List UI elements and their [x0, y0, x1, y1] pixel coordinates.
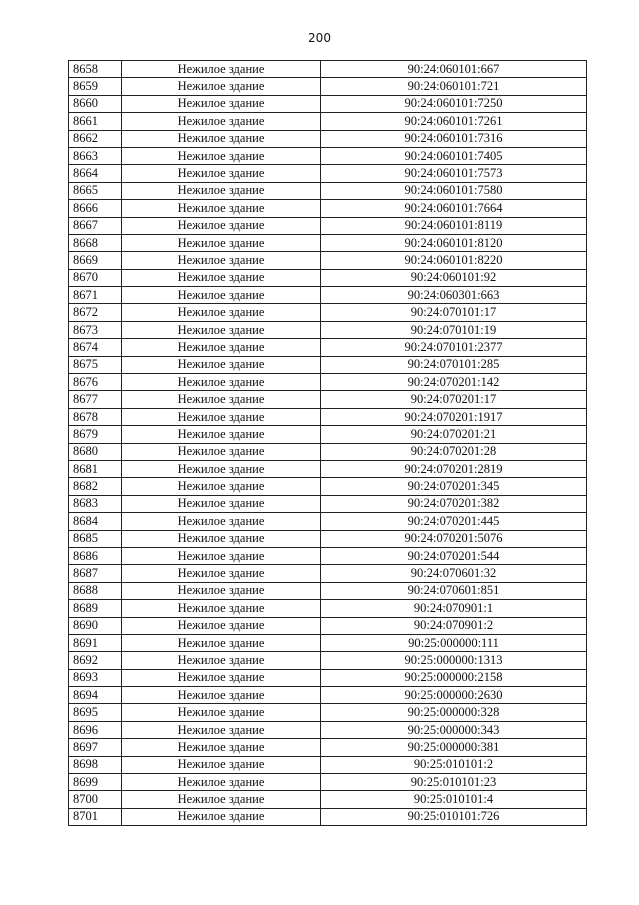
- cadastral-number: 90:24:070201:17: [321, 391, 587, 408]
- cadastral-number: 90:24:060101:8220: [321, 252, 587, 269]
- row-number: 8663: [69, 147, 122, 164]
- table-row: [69, 443, 587, 460]
- table-row: [69, 582, 587, 599]
- row-number: 8659: [69, 78, 122, 95]
- cadastral-number: 90:24:060101:7664: [321, 200, 587, 217]
- cadastral-number: 90:24:070901:1: [321, 600, 587, 617]
- cadastral-number: 90:24:060101:8119: [321, 217, 587, 234]
- row-number: 8692: [69, 652, 122, 669]
- table-row: [69, 704, 587, 721]
- row-number: 8689: [69, 600, 122, 617]
- table-row: [69, 182, 587, 199]
- table-row: [69, 617, 587, 634]
- table-row: [69, 391, 587, 408]
- object-type: Нежилое здание: [122, 774, 321, 791]
- row-number: 8670: [69, 269, 122, 286]
- table-row: [69, 426, 587, 443]
- page-number: 200: [308, 31, 331, 45]
- table-row: [69, 756, 587, 773]
- cadastral-number: 90:24:070201:5076: [321, 530, 587, 547]
- object-type: Нежилое здание: [122, 704, 321, 721]
- object-type: Нежилое здание: [122, 217, 321, 234]
- table-row: [69, 600, 587, 617]
- row-number: 8667: [69, 217, 122, 234]
- row-number: 8678: [69, 408, 122, 425]
- object-type: Нежилое здание: [122, 600, 321, 617]
- row-number: 8701: [69, 808, 122, 825]
- cadastral-number: 90:24:060101:7250: [321, 95, 587, 112]
- table-row: [69, 113, 587, 130]
- object-type: Нежилое здание: [122, 443, 321, 460]
- object-type: Нежилое здание: [122, 287, 321, 304]
- cadastral-number: 90:24:070101:285: [321, 356, 587, 373]
- object-type: Нежилое здание: [122, 252, 321, 269]
- row-number: 8677: [69, 391, 122, 408]
- row-number: 8673: [69, 321, 122, 338]
- cadastral-number: 90:24:070201:445: [321, 513, 587, 530]
- row-number: 8666: [69, 200, 122, 217]
- object-type: Нежилое здание: [122, 269, 321, 286]
- cadastral-number: 90:25:000000:2158: [321, 669, 587, 686]
- cadastral-number: 90:24:070201:1917: [321, 408, 587, 425]
- object-type: Нежилое здание: [122, 478, 321, 495]
- table-row: [69, 513, 587, 530]
- object-type: Нежилое здание: [122, 113, 321, 130]
- row-number: 8680: [69, 443, 122, 460]
- row-number: 8669: [69, 252, 122, 269]
- table-row: [69, 287, 587, 304]
- cadastral-number: 90:25:000000:343: [321, 721, 587, 738]
- table-row: [69, 321, 587, 338]
- table-row: [69, 217, 587, 234]
- row-number: 8694: [69, 687, 122, 704]
- row-number: 8658: [69, 61, 122, 78]
- table-row: [69, 808, 587, 825]
- row-number: 8691: [69, 634, 122, 651]
- row-number: 8674: [69, 339, 122, 356]
- cadastral-number: 90:24:070901:2: [321, 617, 587, 634]
- table-row: [69, 774, 587, 791]
- cadastral-number: 90:24:070201:345: [321, 478, 587, 495]
- table-row: [69, 200, 587, 217]
- object-type: Нежилое здание: [122, 321, 321, 338]
- registry-table: [68, 60, 587, 826]
- object-type: Нежилое здание: [122, 547, 321, 564]
- object-type: Нежилое здание: [122, 513, 321, 530]
- cadastral-number: 90:24:060101:92: [321, 269, 587, 286]
- row-number: 8690: [69, 617, 122, 634]
- cadastral-number: 90:25:010101:23: [321, 774, 587, 791]
- row-number: 8699: [69, 774, 122, 791]
- object-type: Нежилое здание: [122, 391, 321, 408]
- table-row: [69, 408, 587, 425]
- object-type: Нежилое здание: [122, 356, 321, 373]
- table-row: [69, 339, 587, 356]
- cadastral-number: 90:24:070101:2377: [321, 339, 587, 356]
- row-number: 8700: [69, 791, 122, 808]
- cadastral-number: 90:24:060101:7316: [321, 130, 587, 147]
- object-type: Нежилое здание: [122, 61, 321, 78]
- table-row: [69, 61, 587, 78]
- cadastral-number: 90:25:000000:381: [321, 739, 587, 756]
- cadastral-number: 90:24:070201:382: [321, 495, 587, 512]
- table-row: [69, 165, 587, 182]
- table-row: [69, 530, 587, 547]
- row-number: 8693: [69, 669, 122, 686]
- object-type: Нежилое здание: [122, 530, 321, 547]
- cadastral-number: 90:24:070201:142: [321, 374, 587, 391]
- cadastral-number: 90:25:010101:726: [321, 808, 587, 825]
- table-row: [69, 739, 587, 756]
- object-type: Нежилое здание: [122, 234, 321, 251]
- object-type: Нежилое здание: [122, 721, 321, 738]
- row-number: 8698: [69, 756, 122, 773]
- table-row: [69, 721, 587, 738]
- table-row: [69, 356, 587, 373]
- cadastral-number: 90:24:070101:19: [321, 321, 587, 338]
- cadastral-number: 90:24:070201:2819: [321, 460, 587, 477]
- row-number: 8675: [69, 356, 122, 373]
- table-row: [69, 495, 587, 512]
- object-type: Нежилое здание: [122, 78, 321, 95]
- row-number: 8671: [69, 287, 122, 304]
- object-type: Нежилое здание: [122, 652, 321, 669]
- row-number: 8668: [69, 234, 122, 251]
- table-row: [69, 78, 587, 95]
- row-number: 8696: [69, 721, 122, 738]
- object-type: Нежилое здание: [122, 165, 321, 182]
- cadastral-number: 90:25:000000:328: [321, 704, 587, 721]
- row-number: 8679: [69, 426, 122, 443]
- object-type: Нежилое здание: [122, 304, 321, 321]
- row-number: 8684: [69, 513, 122, 530]
- cadastral-number: 90:24:070601:851: [321, 582, 587, 599]
- table-row: [69, 547, 587, 564]
- row-number: 8676: [69, 374, 122, 391]
- object-type: Нежилое здание: [122, 565, 321, 582]
- cadastral-number: 90:24:070601:32: [321, 565, 587, 582]
- row-number: 8695: [69, 704, 122, 721]
- object-type: Нежилое здание: [122, 669, 321, 686]
- object-type: Нежилое здание: [122, 182, 321, 199]
- table-row: [69, 565, 587, 582]
- table-row: [69, 147, 587, 164]
- cadastral-number: 90:24:060301:663: [321, 287, 587, 304]
- cadastral-number: 90:24:060101:667: [321, 61, 587, 78]
- object-type: Нежилое здание: [122, 200, 321, 217]
- table-row: [69, 687, 587, 704]
- table-row: [69, 478, 587, 495]
- table-row: [69, 269, 587, 286]
- object-type: Нежилое здание: [122, 756, 321, 773]
- row-number: 8687: [69, 565, 122, 582]
- table-row: [69, 95, 587, 112]
- row-number: 8683: [69, 495, 122, 512]
- cadastral-number: 90:24:070201:544: [321, 547, 587, 564]
- object-type: Нежилое здание: [122, 374, 321, 391]
- cadastral-number: 90:24:060101:721: [321, 78, 587, 95]
- object-type: Нежилое здание: [122, 339, 321, 356]
- object-type: Нежилое здание: [122, 739, 321, 756]
- table-row: [69, 252, 587, 269]
- row-number: 8660: [69, 95, 122, 112]
- object-type: Нежилое здание: [122, 791, 321, 808]
- row-number: 8661: [69, 113, 122, 130]
- table-row: [69, 791, 587, 808]
- object-type: Нежилое здание: [122, 95, 321, 112]
- object-type: Нежилое здание: [122, 426, 321, 443]
- object-type: Нежилое здание: [122, 687, 321, 704]
- cadastral-number: 90:24:060101:7580: [321, 182, 587, 199]
- table-row: [69, 652, 587, 669]
- cadastral-number: 90:25:000000:111: [321, 634, 587, 651]
- object-type: Нежилое здание: [122, 408, 321, 425]
- row-number: 8662: [69, 130, 122, 147]
- object-type: Нежилое здание: [122, 808, 321, 825]
- cadastral-number: 90:25:000000:2630: [321, 687, 587, 704]
- cadastral-number: 90:24:060101:7573: [321, 165, 587, 182]
- cadastral-number: 90:24:070201:28: [321, 443, 587, 460]
- row-number: 8686: [69, 547, 122, 564]
- object-type: Нежилое здание: [122, 495, 321, 512]
- row-number: 8665: [69, 182, 122, 199]
- row-number: 8685: [69, 530, 122, 547]
- row-number: 8682: [69, 478, 122, 495]
- row-number: 8672: [69, 304, 122, 321]
- cadastral-number: 90:24:070201:21: [321, 426, 587, 443]
- row-number: 8688: [69, 582, 122, 599]
- table-row: [69, 460, 587, 477]
- table-row: [69, 130, 587, 147]
- table-row: [69, 634, 587, 651]
- object-type: Нежилое здание: [122, 147, 321, 164]
- object-type: Нежилое здание: [122, 582, 321, 599]
- object-type: Нежилое здание: [122, 460, 321, 477]
- cadastral-number: 90:24:070101:17: [321, 304, 587, 321]
- object-type: Нежилое здание: [122, 617, 321, 634]
- cadastral-number: 90:25:010101:4: [321, 791, 587, 808]
- table-row: [69, 234, 587, 251]
- table-row: [69, 374, 587, 391]
- row-number: 8681: [69, 460, 122, 477]
- table-row: [69, 669, 587, 686]
- cadastral-number: 90:24:060101:7405: [321, 147, 587, 164]
- cadastral-number: 90:25:000000:1313: [321, 652, 587, 669]
- row-number: 8664: [69, 165, 122, 182]
- object-type: Нежилое здание: [122, 130, 321, 147]
- cadastral-number: 90:24:060101:7261: [321, 113, 587, 130]
- cadastral-number: 90:25:010101:2: [321, 756, 587, 773]
- table-row: [69, 304, 587, 321]
- row-number: 8697: [69, 739, 122, 756]
- registry-table-body: [69, 61, 587, 826]
- object-type: Нежилое здание: [122, 634, 321, 651]
- cadastral-number: 90:24:060101:8120: [321, 234, 587, 251]
